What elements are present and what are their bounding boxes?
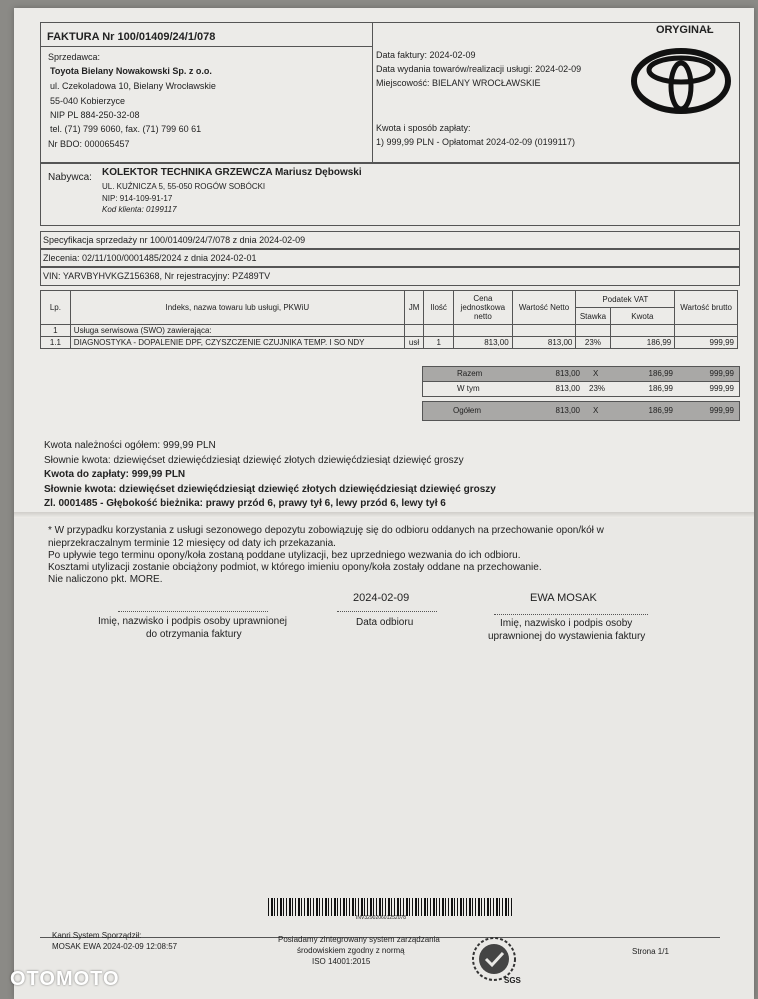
header-divider (372, 46, 373, 162)
razem-rate: X (593, 369, 599, 378)
pickup-date: 2024-02-09 (353, 592, 410, 604)
cell-unit-price: 813,00 (454, 337, 513, 349)
table-row (41, 325, 738, 337)
cell-gross (675, 325, 738, 337)
ogolem-label: Ogółem (453, 406, 482, 415)
invoice-barcode (268, 898, 513, 916)
seller-nip: NIP PL 884-250-32-08 (50, 110, 140, 120)
issuer-signature-line (494, 614, 648, 615)
seller-city: 55-040 Kobierzyce (50, 96, 126, 106)
ogolem-gross: 999,99 (709, 406, 734, 415)
buyer-address: UL. KUŹNICZA 5, 55-050 ROGÓW SOBÓCKI (102, 182, 266, 191)
cell-gross: 999,99 (675, 337, 738, 349)
razem-net: 813,00 (555, 369, 580, 378)
place: Miejscowość: BIELANY WROCŁAWSKIE (376, 78, 541, 88)
invoice-title: FAKTURA Nr 100/01409/24/1/078 (47, 31, 216, 43)
issuer-name: EWA MOSAK (530, 592, 597, 604)
wtym-gross: 999,99 (709, 384, 734, 393)
ogolem-net: 813,00 (555, 406, 580, 415)
col-unit-price: Cena jednostkowa netto (454, 291, 513, 325)
toyota-logo-icon (630, 48, 732, 114)
col-unit: JM (404, 291, 424, 325)
summary-ogolem (422, 401, 740, 421)
seller-label: Sprzedawca: (48, 52, 101, 62)
receiver-label-2: do otrzymania faktury (146, 629, 242, 640)
total-due-words: Słownie kwota: dziewięćset dziewięćdziesiąt dziewięć złotych dziewięćdziesiąt dziewięć groszy (44, 455, 464, 466)
seller-bdo: Nr BDO: 000065457 (48, 139, 130, 149)
items-table (40, 290, 738, 349)
cell-unit-price (454, 325, 513, 337)
col-vat-rate: Stawka (576, 308, 610, 325)
summary-wtym (422, 381, 740, 397)
paper-fold-line (14, 512, 754, 518)
wtym-net: 813,00 (555, 384, 580, 393)
iso-line-1: Posiadamy zintegrowany system zarządzania (278, 935, 440, 944)
footer-system: Kanri System Sporządził: (52, 931, 142, 940)
note-line-1: * W przypadku korzystania z usługi sezonowego depozytu zobowiązuję się do odbioru oddanych na przechowanie opon/kół w (48, 525, 604, 536)
buyer-nip: NIP: 914-109-91-17 (102, 194, 173, 203)
col-name: Indeks, nazwa towaru lub usługi, PKWiU (70, 291, 404, 325)
ogolem-rate: X (593, 406, 599, 415)
total-to-pay-words: Słownie kwota: dziewięćset dziewięćdziesiąt dziewięć złotych dziewięćdziesiąt dziewięć groszy (44, 484, 496, 495)
tread-depth: Zl. 0001485 - Głębokość bieżnika: prawy przód 6, prawy tył 6, lewy przód 6, lewy tył 6 (44, 498, 446, 509)
total-due: Kwota należności ogółem: 999,99 PLN (44, 440, 216, 451)
seller-street: ul. Czekoladowa 10, Bielany Wrocławskie (50, 81, 216, 91)
original-label: ORYGINAŁ (656, 24, 714, 36)
delivery-date: Data wydania towarów/realizacji usługi: 2024-02-09 (376, 64, 582, 74)
cell-rate: 23% (576, 337, 610, 349)
wtym-label: W tym (457, 384, 480, 393)
buyer-client-code: Kod klienta: 0199117 (102, 205, 177, 214)
cell-net: 813,00 (512, 337, 576, 349)
summary-razem (422, 366, 740, 382)
otomoto-watermark: OTOMOTO (10, 968, 120, 990)
payment-value: 1) 999,99 PLN - Opłatomat 2024-02-09 (0199117) (376, 137, 575, 147)
sgs-label: SGS (504, 976, 521, 985)
cell-unit (404, 325, 424, 337)
col-vat-amount: Kwota (610, 308, 675, 325)
cell-lp: 1.1 (41, 337, 71, 349)
table-row (41, 337, 738, 349)
invoice-paper-lower-fold (14, 515, 754, 999)
barcode-text: INV329020601252078 (356, 915, 407, 921)
ogolem-vat: 186,99 (648, 406, 673, 415)
vin-text: VIN: YARVBYHVKGZ156368, Nr rejestracyjny: PZ489TV (43, 271, 271, 281)
buyer-name: KOLEKTOR TECHNIKA GRZEWCZA Mariusz Dębowski (102, 167, 362, 178)
cell-rate (576, 325, 610, 337)
wtym-rate: 23% (589, 384, 606, 393)
razem-gross: 999,99 (709, 369, 734, 378)
note-line-2: nieprzekraczalnym terminie 12 miesięcy od daty ich przekazania. (48, 538, 336, 549)
col-net-value: Wartość Netto (512, 291, 576, 325)
cell-qty: 1 (424, 337, 454, 349)
specification-text: Specyfikacja sprzedaży nr 100/01409/24/7/078 z dnia 2024-02-09 (43, 235, 306, 245)
issuer-label-2: uprawnionej do wystawienia faktury (488, 631, 646, 642)
razem-label: Razem (457, 369, 483, 378)
receiver-signature-line (118, 611, 268, 612)
footer-author: MOSAK EWA 2024-02-09 12:08:57 (52, 942, 178, 951)
payment-label: Kwota i sposób zapłaty: (376, 123, 471, 133)
order-text: Zlecenia: 02/11/100/0001485/2024 z dnia 2024-02-01 (43, 253, 257, 263)
cell-unit: usł (404, 337, 424, 349)
cell-net (512, 325, 576, 337)
cell-name: Usługa serwisowa (SWO) zawierająca: (70, 325, 404, 337)
total-to-pay: Kwota do zapłaty: 999,99 PLN (44, 469, 186, 480)
pickup-label: Data odbioru (356, 617, 414, 628)
receiver-label-1: Imię, nazwisko i podpis osoby uprawnionej (98, 616, 287, 627)
cell-qty (424, 325, 454, 337)
seller-phone: tel. (71) 799 6060, fax. (71) 799 60 61 (50, 124, 202, 134)
col-vat-group: Podatek VAT (576, 291, 675, 308)
buyer-label: Nabywca: (48, 172, 92, 183)
note-line-5: Nie naliczono pkt. MORE. (48, 574, 163, 585)
col-gross-value: Wartość brutto (675, 291, 738, 325)
note-line-4: Kosztami utylizacji zostanie obciążony podmiot, w którego imieniu opony/koła zostały oddane na przechowanie. (48, 562, 542, 573)
cell-vat: 186,99 (610, 337, 675, 349)
iso-line-2: środowiskiem zgodny z normą (297, 946, 405, 955)
iso-line-3: ISO 14001:2015 (312, 957, 371, 966)
invoice-date: Data faktury: 2024-02-09 (376, 50, 476, 60)
pickup-date-line (337, 611, 437, 612)
seller-name: Toyota Bielany Nowakowski Sp. z o.o. (50, 66, 212, 76)
page-number: Strona 1/1 (632, 947, 669, 956)
issuer-label-1: Imię, nazwisko i podpis osoby (500, 618, 633, 629)
cell-lp: 1 (41, 325, 71, 337)
col-qty: Ilość (424, 291, 454, 325)
wtym-vat: 186,99 (648, 384, 673, 393)
razem-vat: 186,99 (648, 369, 673, 378)
cell-name: DIAGNOSTYKA - DOPALENIE DPF, CZYSZCZENIE CZUJNIKA TEMP. I SO NDY (70, 337, 404, 349)
col-lp: Lp. (41, 291, 71, 325)
note-line-3: Po upływie tego terminu opony/koła zostaną poddane utylizacji, bez uprzedniego wezwania do ich odbioru. (48, 550, 521, 561)
cell-vat (610, 325, 675, 337)
